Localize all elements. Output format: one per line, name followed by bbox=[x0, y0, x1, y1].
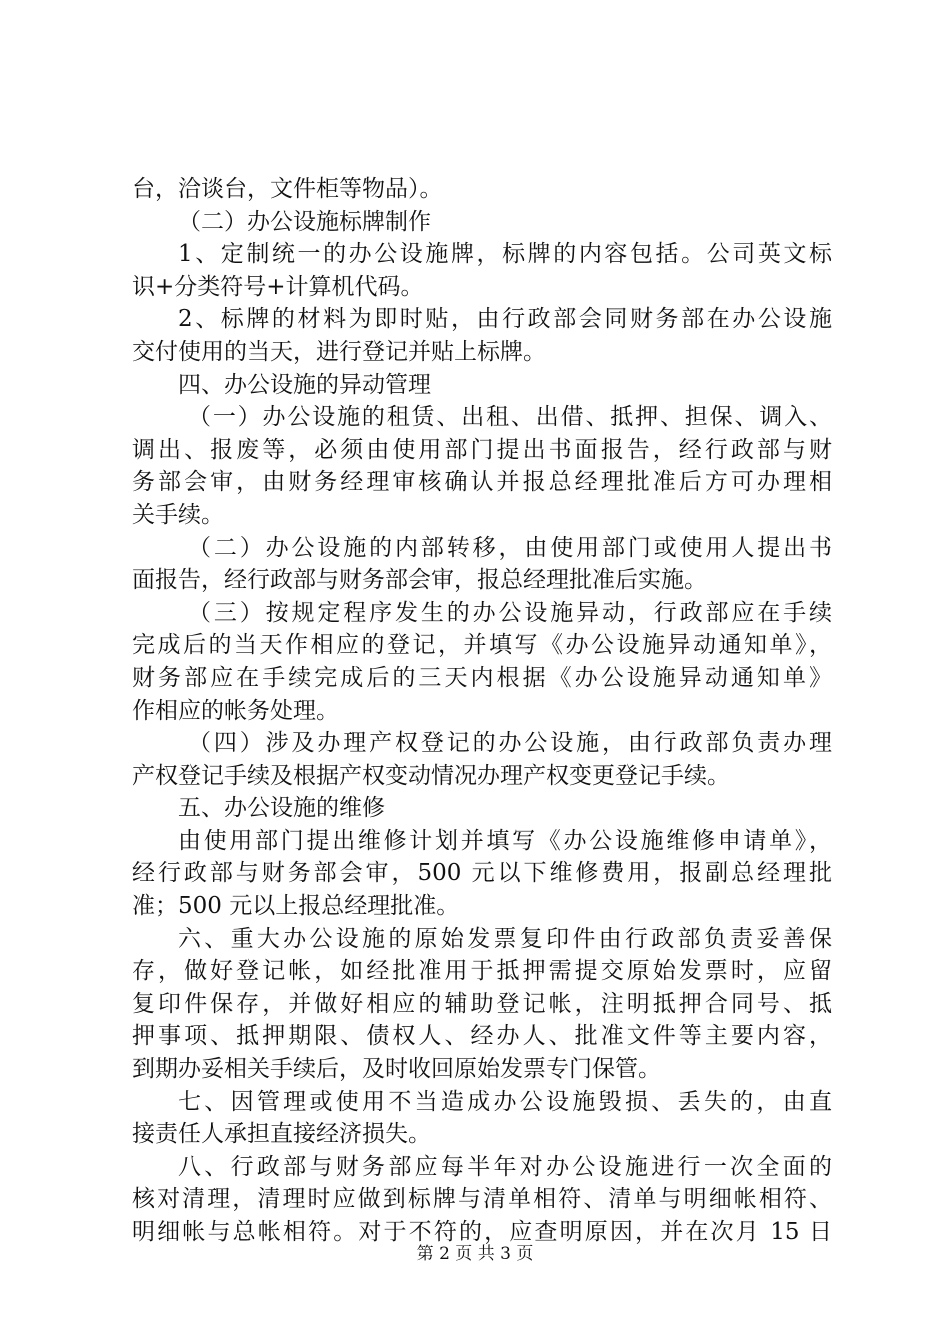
text-line: 面报告，经行政部与财务部会审，报总经理批准后实施。 bbox=[132, 567, 707, 594]
text-line: 六、重大办公设施的原始发票复印件由行政部负责妥善保 bbox=[178, 925, 832, 952]
text-line: 八、行政部与财务部应每半年对办公设施进行一次全面的 bbox=[178, 1153, 832, 1180]
section-heading: 五、办公设施的维修 bbox=[178, 795, 385, 822]
text-line: 1、定制统一的办公设施牌，标牌的内容包括。公司英文标 bbox=[178, 241, 832, 268]
text-line: 关手续。 bbox=[132, 501, 224, 528]
text-line: 产权登记手续及根据产权变动情况办理产权变更登记手续。 bbox=[132, 762, 730, 789]
text-line: 交付使用的当天，进行登记并贴上标牌。 bbox=[132, 338, 546, 365]
text-line: 到期办妥相关手续后，及时收回原始发票专门保管。 bbox=[132, 1056, 661, 1083]
text-line: 准；500 元以上报总经理批准。 bbox=[132, 893, 460, 920]
text-line: 由使用部门提出维修计划并填写《办公设施维修申请单》， bbox=[178, 827, 832, 854]
text-line: （四）涉及办理产权登记的办公设施，由行政部负责办理 bbox=[188, 730, 832, 757]
text-line: （一）办公设施的租赁、出租、出借、抵押、担保、调入、 bbox=[188, 404, 832, 431]
text-line: 识+分类符号+计算机代码。 bbox=[132, 273, 424, 300]
text-line: 作相应的帐务处理。 bbox=[132, 697, 339, 724]
text-line: 务部会审，由财务经理审核确认并报总经理批准后方可办理相 bbox=[132, 469, 832, 496]
text-line: 完成后的当天作相应的登记，并填写《办公设施异动通知单》， bbox=[132, 632, 832, 659]
text-line: （三）按规定程序发生的办公设施异动，行政部应在手续 bbox=[188, 599, 832, 626]
text-line: 核对清理，清理时应做到标牌与清单相符、清单与明细帐相符、 bbox=[132, 1186, 832, 1213]
page-number-label: 第 2 页 共 3 页 bbox=[416, 1244, 534, 1264]
text-line: 复印件保存，并做好相应的辅助登记帐，注明抵押合同号、抵 bbox=[132, 990, 832, 1017]
page-footer bbox=[0, 1243, 950, 1265]
text-line: 经行政部与财务部会审，500 元以下维修费用，报副总经理批 bbox=[132, 860, 832, 887]
text-line: 存，做好登记帐，如经批准用于抵押需提交原始发票时，应留 bbox=[132, 958, 832, 985]
section-heading: （二）办公设施标牌制作 bbox=[178, 208, 431, 235]
text-line: 财务部应在手续完成后的三天内根据《办公设施异动通知单》 bbox=[132, 664, 832, 691]
text-line: 台，洽谈台，文件柜等物品）。 bbox=[132, 176, 443, 202]
body-text bbox=[132, 173, 832, 1249]
text-line: 2、标牌的材料为即时贴，由行政部会同财务部在办公设施 bbox=[178, 306, 832, 333]
section-heading: 四、办公设施的异动管理 bbox=[178, 371, 431, 398]
text-line: 七、因管理或使用不当造成办公设施毁损、丢失的，由直 bbox=[178, 1088, 832, 1115]
text-line: 押事项、抵押期限、债权人、经办人、批准文件等主要内容， bbox=[132, 1023, 832, 1050]
text-line: 接责任人承担直接经济损失。 bbox=[132, 1121, 431, 1148]
text-line: （二）办公设施的内部转移，由使用部门或使用人提出书 bbox=[188, 534, 832, 561]
text-line: 调出、报废等，必须由使用部门提出书面报告，经行政部与财 bbox=[132, 436, 832, 463]
text-line: 明细帐与总帐相符。对于不符的，应查明原因，并在次月 15 日 bbox=[132, 1219, 832, 1245]
